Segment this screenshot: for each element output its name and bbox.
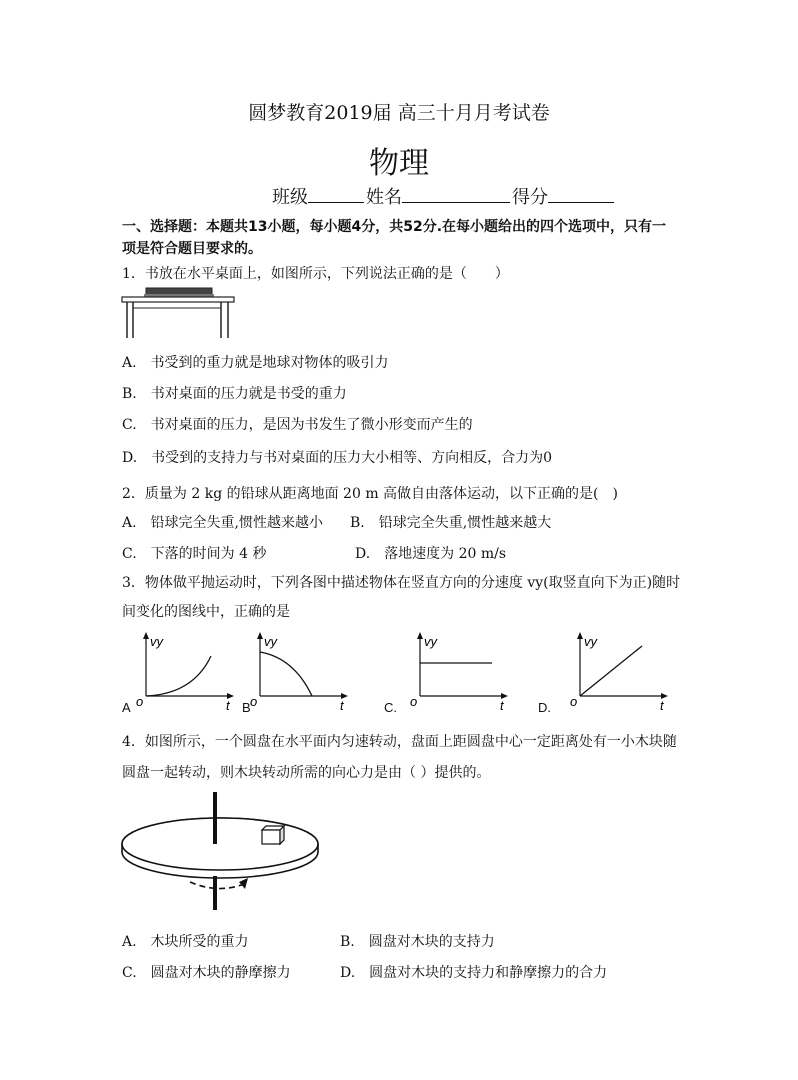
q3-label-a[interactable]: A [122,700,131,715]
q3-graph-d-xlabel: t [660,698,664,713]
q3-graph-a-ylabel: vy [150,634,163,649]
q3-graph-d [572,632,672,712]
q3-label-d[interactable]: D. [538,700,551,715]
q3-graph-c-ylabel: vy [424,634,437,649]
q2-option-c[interactable]: C. 下落的时间为 4 秒 [122,546,267,562]
q3-label-b[interactable]: B [242,700,251,715]
q3-graph-b-origin: o [250,694,258,709]
q2-option-b[interactable]: B. 铅球完全失重,惯性越来越大 [350,515,552,531]
score-blank[interactable] [548,184,614,203]
q3-graph-d-origin: o [570,694,578,709]
q1-option-c[interactable]: C. 书对桌面的压力，是因为书发生了微小形变而产生的 [122,417,473,433]
q2-option-d[interactable]: D. 落地速度为 20 m/s [355,546,507,562]
q4-option-d[interactable]: D. 圆盘对木块的支持力和静摩擦力的合力 [340,965,608,981]
q4-stem-line2: 圆盘一起转动，则木块转动所需的向心力是由（ ）提供的。 [122,765,491,781]
q3-graph-b-xlabel: t [340,698,344,713]
name-label: 姓名 [366,187,402,208]
q4-option-b[interactable]: B. 圆盘对木块的支持力 [340,934,495,950]
q3-graph-c-xlabel: t [500,698,504,713]
q2-stem: 2．质量为 2 kg 的铅球从距离地面 20 m 高做自由落体运动，以下正确的是( ) [122,486,618,502]
q3-graph-b-ylabel: vy [264,634,277,649]
class-blank[interactable] [308,184,364,203]
q3-graph-a-origin: o [136,694,144,709]
q2-option-a[interactable]: A. 铅球完全失重,惯性越来越小 [122,515,324,531]
q3-graph-b [252,632,352,712]
student-info-line [272,183,616,209]
section-heading-line2: 项是符合题目要求的。 [122,241,262,257]
q4-rotating-disk-figure [118,790,328,912]
q3-graph-a [138,632,238,712]
q4-option-c[interactable]: C. 圆盘对木块的静摩擦力 [122,965,291,981]
q3-graph-c [412,632,512,712]
q3-stem-line2: 间变化的图线中，正确的是 [122,604,290,620]
q1-stem: 1．书放在水平桌面上，如图所示，下列说法正确的是（ ） [122,266,509,282]
q1-option-b[interactable]: B. 书对桌面的压力就是书受的重力 [122,386,347,402]
q3-graph-d-ylabel: vy [584,634,597,649]
name-blank[interactable] [402,184,510,203]
section-heading-line1: 一、选择题：本题共13小题，每小题4分，共52分.在每小题给出的四个选项中，只有一 [122,219,667,235]
q3-stem-line1: 3．物体做平抛运动时，下列各图中描述物体在竖直方向的分速度 vy(取竖直向下为正)随时 [122,575,681,591]
exam-title: 圆梦教育2019届 高三十月月考试卷 [248,102,550,124]
q3-label-c[interactable]: C. [384,700,397,715]
class-label: 班级 [272,187,308,208]
q4-stem-line1: 4．如图所示，一个圆盘在水平面内匀速转动，盘面上距圆盘中心一定距离处有一小木块随 [122,734,677,750]
q3-graph-c-origin: o [410,694,418,709]
score-label: 得分 [512,187,548,208]
q1-option-a[interactable]: A. 书受到的重力就是地球对物体的吸引力 [122,355,389,371]
q1-book-table-figure [118,284,238,344]
q3-graph-a-xlabel: t [226,698,230,713]
q4-option-a[interactable]: A. 木块所受的重力 [122,934,249,950]
subject-title: 物理 [369,146,429,181]
q1-option-d[interactable]: D. 书受到的支持力与书对桌面的压力大小相等、方向相反，合力为0 [122,450,553,466]
